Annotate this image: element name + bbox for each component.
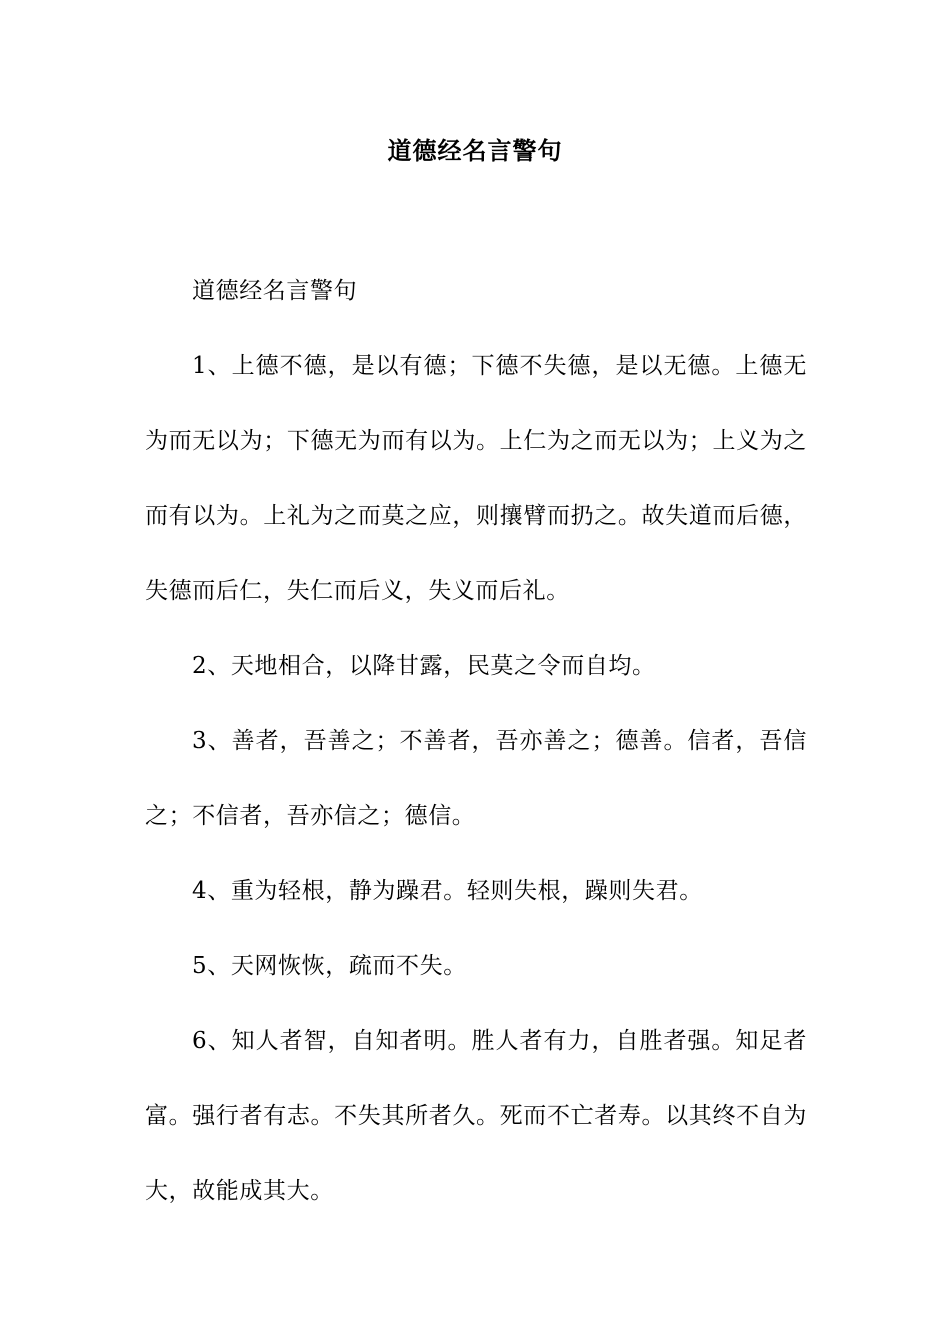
paragraph-quote-5: 5、天网恢恢，疏而不失。 xyxy=(192,953,467,979)
document-body xyxy=(145,254,807,1229)
document-title: 道德经名言警句 xyxy=(387,136,563,165)
paragraph-quote-6: 6、知人者智，自知者明。胜人者有力，自胜者强。知足者富。强行者有志。不失其所者久。死而不亡者寿。以其终不自为大，故能成其大。 xyxy=(145,1028,807,1204)
paragraph-quote-4: 4、重为轻根，静为躁君。轻则失根，躁则失君。 xyxy=(192,878,703,904)
paragraph-quote-2: 2、天地相合，以降甘露，民莫之令而自均。 xyxy=(192,653,656,679)
paragraph-quote-3: 3、善者，吾善之；不善者，吾亦善之；德善。信者，吾信之；不信者，吾亦信之；德信。 xyxy=(145,728,807,829)
paragraph-heading: 道德经名言警句 xyxy=(192,278,358,304)
paragraph-quote-1: 1、上德不德，是以有德；下德不失德，是以无德。上德无为而无以为；下德无为而有以为。上仁为之而无以为；上义为之而有以为。上礼为之而莫之应，则攘臂而扔之。故失道而后德，失德而后仁，失仁而后义，失义而后礼。 xyxy=(145,353,807,604)
